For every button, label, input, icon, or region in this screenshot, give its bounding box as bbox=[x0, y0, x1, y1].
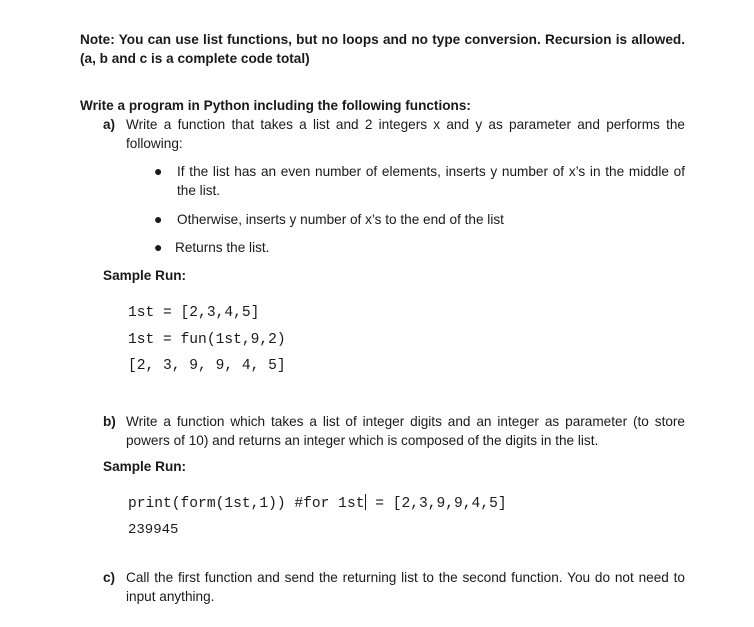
part-b-output: 239945 bbox=[128, 522, 179, 538]
part-b-code-before-cursor: print(form(1st,1)) #for 1st bbox=[128, 496, 365, 512]
part-a-text: Write a function that takes a list and 2 integers x and y as parameter and performs the following: bbox=[126, 117, 685, 151]
part-b-code-line bbox=[128, 494, 507, 514]
part-b-text: Write a function which takes a list of integer digits and an integer as parameter (to store powers of 10) and returns an integer which is composed of the digits in the list. bbox=[126, 414, 685, 448]
part-c-text: Call the first function and send the returning list to the second function. You do not need to input anything. bbox=[126, 570, 685, 604]
bullet-icon: ● bbox=[154, 239, 163, 255]
part-a-bullet-3: Returns the list. bbox=[175, 240, 270, 255]
part-b-code-after-cursor: = [2,3,9,9,4,5] bbox=[366, 496, 507, 512]
part-b-marker: b) bbox=[103, 414, 116, 429]
bullet-icon: ● bbox=[154, 163, 163, 179]
part-a-code-line-2: 1st = fun(1st,9,2) bbox=[128, 332, 286, 348]
part-b-sample-label: Sample Run: bbox=[103, 459, 187, 474]
assignment-heading: Write a program in Python including the following functions: bbox=[80, 98, 471, 113]
part-a-marker: a) bbox=[103, 117, 116, 132]
part-a-bullet-1: If the list has an even number of elements, inserts y number of x’s in the middle of the list. bbox=[177, 164, 685, 198]
part-a-sample-label: Sample Run: bbox=[103, 268, 187, 283]
part-a-code-line-3: [2, 3, 9, 9, 4, 5] bbox=[128, 358, 286, 374]
part-a-code-line-1: 1st = [2,3,4,5] bbox=[128, 305, 260, 321]
bullet-icon: ● bbox=[154, 211, 163, 227]
note-paragraph: Note: You can use list functions, but no loops and no type conversion. Recursion is allowed. (a, b and c is a complete code total) bbox=[80, 32, 685, 66]
part-c-marker: c) bbox=[103, 570, 116, 585]
part-a-bullet-2: Otherwise, inserts y number of x’s to the end of the list bbox=[177, 212, 504, 227]
